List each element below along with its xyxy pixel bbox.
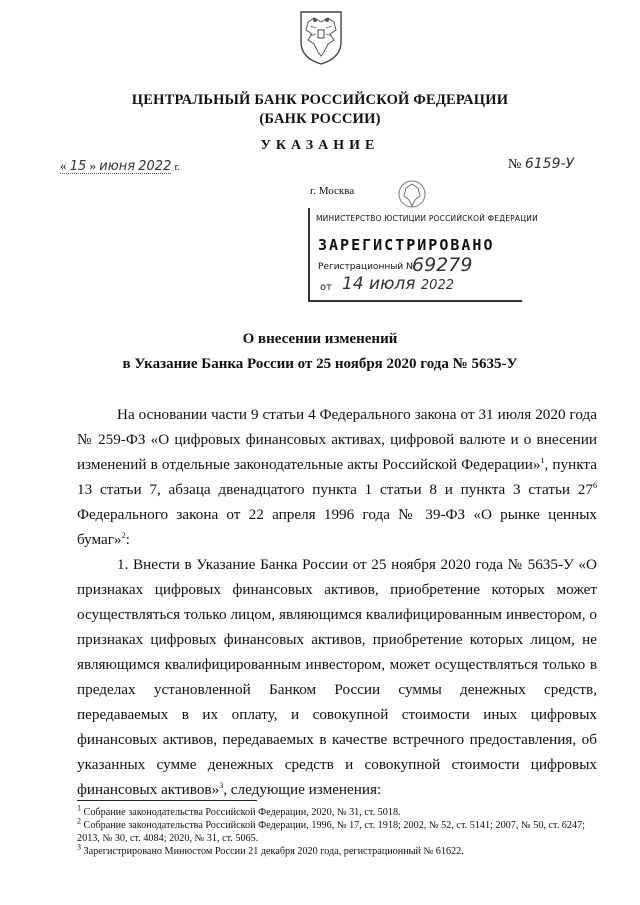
- footnote-divider: [77, 800, 257, 801]
- footnote-ref-1: 1: [540, 455, 545, 465]
- date-suffix: г.: [174, 162, 181, 173]
- organization-short-name: (БАНК РОССИИ): [259, 111, 381, 127]
- document-title-line1: О внесении изменений: [242, 331, 398, 347]
- stamp-ministry: МИНИСТЕРСТВО ЮСТИЦИИ РОССИЙСКОЙ ФЕДЕРАЦИИ: [316, 214, 538, 223]
- organization-name: ЦЕНТРАЛЬНЫЙ БАНК РОССИЙСКОЙ ФЕДЕРАЦИИ: [131, 92, 509, 108]
- date-open-quote: «: [60, 158, 67, 173]
- footnote-ref-3: 3: [219, 780, 224, 790]
- document-type: УКАЗАНИЕ: [260, 138, 380, 153]
- date-day: 15: [69, 159, 87, 174]
- stamp-reg-label: Регистрационный №: [318, 262, 416, 272]
- stamp-registered: ЗАРЕГИСТРИРОВАНО: [318, 236, 495, 254]
- stamp-date: [342, 274, 454, 294]
- basis-text-a: На основании части 9 статьи 4 Федерального закона от 31 июля 2020 года № 259-ФЗ «О цифровых финансовых активах, цифровой валюте и о внесении изменений в отдельные законодательные акты Российской Федерации»: [77, 406, 597, 473]
- stamp-reg-number: 69279: [412, 254, 473, 276]
- footnote-2-number: 2: [77, 816, 81, 826]
- coat-of-arms-emblem: [296, 8, 346, 66]
- basis-text-c: Федерального закона от 22 апреля 1996 года № 39-ФЗ «О рынке ценных бумаг»: [77, 506, 597, 548]
- number-value: 6159-У: [524, 156, 575, 172]
- item1-text-a: 1. Внести в Указание Банка России от 25 ноября 2020 года № 5635-У «О признаках цифровых финансовых активов, приобретение которых может осуществляться только лицом, являющимся квалифицированным инвестором, о признаках цифровых финансовых активов, приобретение которых лицом, не являющимся квалифицированным инвестором, может осуществляться только в пределах установленной Банком России суммы денежных средств, передаваемых в их оплату, и совокупной стоимости иных цифровых финансовых активов, передаваемых в качестве встречного предоставления, об указанных сумме денежных средств и совокупной стоимости цифровых финансовых активов»: [77, 556, 597, 798]
- document-number: [508, 156, 574, 173]
- stamp-date-month: июля: [369, 274, 416, 294]
- stamp-date-day: 14: [342, 274, 364, 294]
- document-date: [60, 158, 210, 174]
- stamp-date-year: 2022: [420, 278, 454, 293]
- date-month: июня: [99, 159, 136, 174]
- footnote-2-text: Собрание законодательства Российской Федерации, 1996, № 17, ст. 1918; 2002, № 52, ст. 5141; 2007, № 50, ст. 6247; 2013, № 30, ст. 4084; 2020, № 31, ст. 5065.: [77, 820, 586, 844]
- city: г. Москва: [310, 185, 355, 197]
- basis-text-d: :: [125, 531, 130, 548]
- paragraph-item-1: [77, 552, 597, 802]
- basis-text-b: , пункта 13 статьи 7, абзаца двенадцатого пункта 1 статьи 8 и пункта 3 статьи 27: [77, 456, 597, 498]
- item1-text-b: , следующие изменения:: [223, 781, 382, 798]
- date-year: 2022: [138, 159, 172, 174]
- footnote-3: [77, 842, 597, 858]
- footnotes: [77, 803, 597, 858]
- footnote-1: [77, 803, 597, 819]
- paragraph-basis: [77, 402, 597, 552]
- stamp-date-prefix: от: [320, 282, 332, 293]
- footnote-ref-2: 2: [121, 530, 126, 540]
- superscript-6: 6: [593, 480, 597, 490]
- document-title-line2: в Указание Банка России от 25 ноября 2020 года № 5635-У: [122, 356, 518, 372]
- footnote-3-text: Зарегистрировано Минюстом России 21 декабря 2020 года, регистрационный № 61622.: [81, 846, 464, 857]
- date-close-quote: »: [89, 158, 97, 173]
- footnote-1-number: 1: [77, 803, 81, 813]
- footnote-1-text: Собрание законодательства Российской Федерации, 2020, № 31, ст. 5018.: [81, 807, 401, 818]
- document-body: [77, 402, 597, 802]
- footnote-2: [77, 816, 597, 845]
- footnote-3-number: 3: [77, 842, 81, 852]
- stamp-emblem: [396, 178, 428, 212]
- number-prefix: №: [508, 157, 522, 172]
